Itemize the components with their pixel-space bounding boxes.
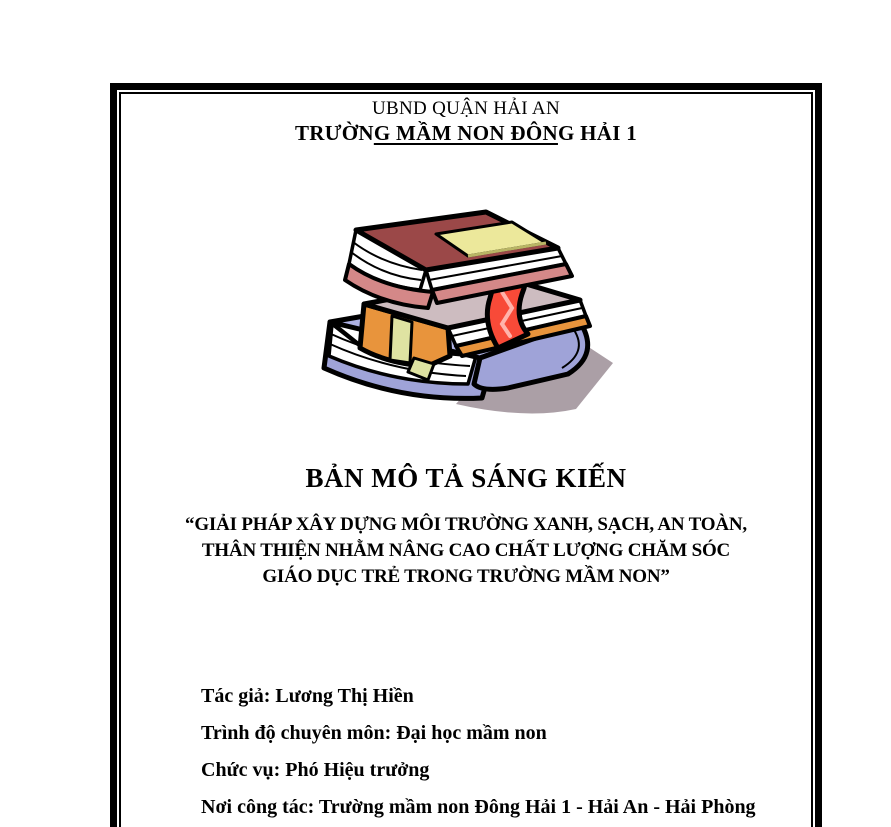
school-name-start: TRƯỜN [294,121,374,145]
author-workplace-line: Nơi công tác: Trường mầm non Đông Hải 1 - Hải An - Hải Phòng [201,796,756,818]
document-subtitle [117,512,815,590]
stacked-books-image [316,206,616,418]
author-position-line: Chức vụ: Phó Hiệu trưởng [201,759,430,781]
school-name-end: G HẢI 1 [557,121,638,145]
school-name-underlined: G MẦM NON ĐÔN [373,121,558,145]
header-organization: UBND QUẬN HẢI AN [372,98,560,119]
author-qualification-line: Trình độ chuyên môn: Đại học mầm non [201,722,547,744]
header-school-name [117,121,815,146]
author-name-line: Tác giả: Lương Thị Hiền [201,685,414,707]
subtitle-line-3: GIÁO DỤC TRẺ TRONG TRƯỜNG MẦM NON” [262,566,670,587]
subtitle-line-2: THÂN THIỆN NHẰM NÂNG CAO CHẤT LƯỢNG CHĂM SÓC [201,540,731,561]
document-title: BẢN MÔ TẢ SÁNG KIẾN [305,463,627,493]
subtitle-line-1: “GIẢI PHÁP XÂY DỰNG MÔI TRƯỜNG XANH, SẠCH, AN TOÀN, [185,514,747,535]
page-border-frame [110,83,822,827]
illustration-wrapper [117,206,815,418]
author-info-block [117,678,815,826]
frame-content [117,90,815,827]
